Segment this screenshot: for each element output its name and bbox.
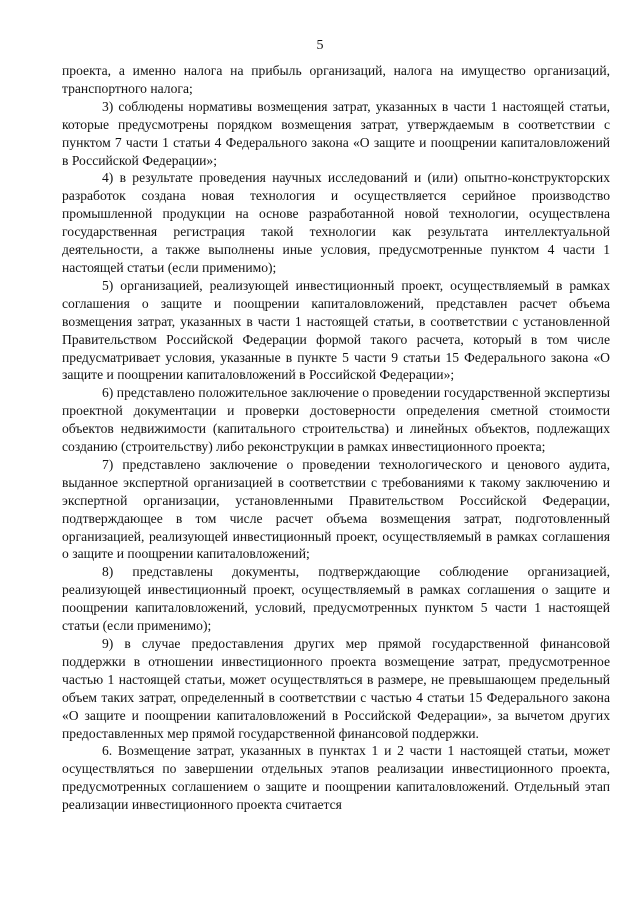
body-text <box>62 62 610 814</box>
paragraph-item-8: 8) представлены документы, подтверждающие соблюдение организацией, реализующей инвестиционный проект, осуществляемый в рамках соглашения о защите и поощрении капиталовложений, условий, предусмотренных пунктом 5 части 1 настоящей статьи (если применимо); <box>62 564 610 634</box>
paragraph-item-5: 5) организацией, реализующей инвестиционный проект, осуществляемый в рамках соглашения о защите и поощрении капиталовложений, представлен расчет объема возмещения затрат, указанных в части 1 настоящей статьи, в соответствии с установленной Правительством Российской Федерации формой такого расчета, который в том числе предусматривает условия, указанные в пункте 5 части 9 статьи 15 Федерального закона «О защите и поощрении капиталовложений в Российской Федерации»; <box>62 277 610 383</box>
page-number: 5 <box>316 38 324 53</box>
paragraph-item-7: 7) представлено заключение о проведении технологического и ценового аудита, выданное экспертной организацией в соответствии с требованиями к такому заключению и экспертной организации, установленными Правительством Российской Федерации, подтверждающее в том числе расчет объема возмещения затрат, подготовленный организацией, реализующей инвестиционный проект, осуществляемый в рамках соглашения о защите и поощрении капиталовложений; <box>62 456 610 562</box>
paragraph-item-9: 9) в случае предоставления других мер прямой государственной финансовой поддержки в отношении инвестиционного проекта возмещение затрат, предусмотренное частью 1 настоящей статьи, может осуществляться в размере, не превышающем предельный объем таких затрат, определенный в соответствии с частью 4 статьи 15 Федерального закона «О защите и поощрении капиталовложений в Российской Федерации», за вычетом других предоставленных мер прямой государственной финансовой поддержки. <box>62 636 610 741</box>
paragraph-continuation: проекта, а именно налога на прибыль организаций, налога на имущество организаций, транспортного налога; <box>62 63 610 96</box>
paragraph-section-6: 6. Возмещение затрат, указанных в пунктах 1 и 2 части 1 настоящей статьи, может осуществляться по завершении отдельных этапов реализации инвестиционного проекта, предусмотренных соглашением о защите и поощрении капиталовложений. Отдельный этап реализации инвестиционного проекта считается <box>62 743 610 813</box>
paragraph-item-4: 4) в результате проведения научных исследований и (или) опытно-конструкторских разработок создана новая технология и осуществляется серийное производство промышленной продукции на основе разработанной новой технологии, осуществлена государственная регистрация такой технологии как результата интеллектуальной деятельности, а также выполнены иные условия, предусмотренные пунктом 4 части 1 настоящей статьи (если применимо); <box>62 170 610 275</box>
paragraph-item-3: 3) соблюдены нормативы возмещения затрат, указанных в части 1 настоящей статьи, которые предусмотрены порядком возмещения затрат, утверждаемым в соответствии с пунктом 7 части 1 статьи 4 Федерального закона «О защите и поощрении капиталовложений в Российской Федерации»; <box>62 98 610 168</box>
paragraph-item-6: 6) представлено положительное заключение о проведении государственной экспертизы проектной документации и проверки достоверности определения сметной стоимости объектов недвижимости (капитального строительства) и линейных объектов, подлежащих созданию (строительству) либо реконструкции в рамках инвестиционного проекта; <box>62 385 610 455</box>
